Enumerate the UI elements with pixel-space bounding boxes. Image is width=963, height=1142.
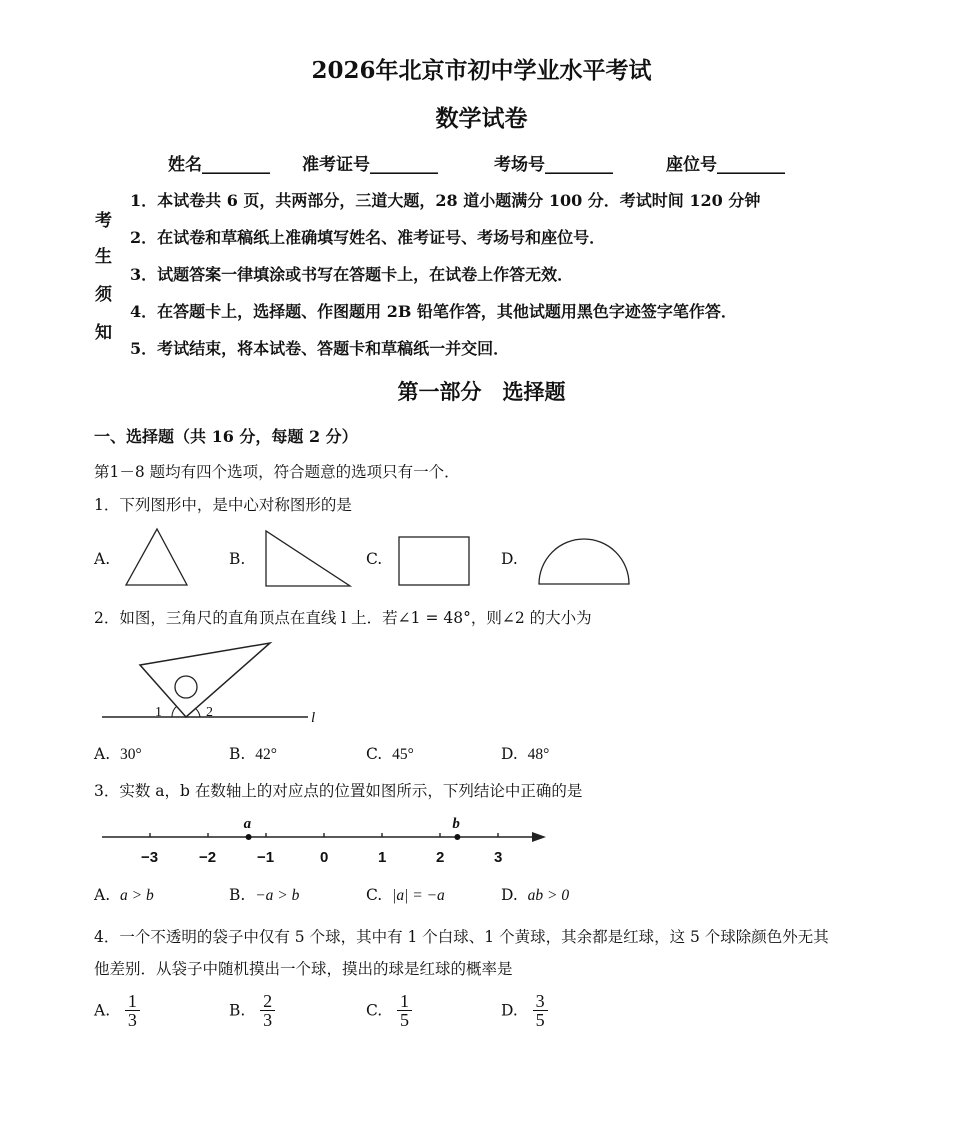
q1-option-c: C. — [366, 550, 383, 568]
fraction: $\frac{2}{3}$ — [260, 992, 275, 1029]
q4-option-c: C. $\frac{1}{5}$ — [366, 992, 412, 1029]
notice-label-4: 知 — [95, 323, 112, 343]
line-l-label: l — [311, 710, 316, 726]
point-b-label: b — [452, 816, 460, 832]
point-b — [454, 834, 460, 840]
part-heading: 第一部分 选择题 — [397, 379, 566, 404]
question-1-text: 1．下列图形中，是中心对称图形的是 — [94, 496, 352, 514]
angle-2-label: 2 — [206, 705, 213, 720]
fraction: $\frac{1}{3}$ — [125, 992, 140, 1029]
q3-option-b: B. −a > b — [229, 886, 300, 904]
q4-option-a: A. $\frac{1}{3}$ — [94, 992, 140, 1029]
axis-tick-label: 3 — [494, 849, 503, 866]
exam-id-field: 准考证号________ — [302, 155, 438, 175]
q1-option-a: A. — [94, 550, 111, 568]
axis-tick-label: 1 — [378, 849, 387, 866]
q4-option-d: D. $\frac{3}{5}$ — [501, 992, 548, 1029]
q2-option-a: A. 30° — [94, 745, 142, 763]
notice-label-2: 生 — [95, 247, 112, 267]
q1-option-b: B. — [229, 550, 246, 568]
seat-number-field: 座位号________ — [666, 155, 785, 175]
notice-item: 5．考试结束，将本试卷、答题卡和草稿纸一并交回． — [130, 339, 510, 358]
notice-label-1: 考 — [95, 211, 112, 231]
axis-tick-label: 2 — [436, 849, 445, 866]
axis-tick-label: −1 — [257, 849, 275, 866]
notice-item: 2．在试卷和草稿纸上准确填写姓名、准考证号、考场号和座位号． — [130, 228, 606, 247]
fraction: $\frac{1}{5}$ — [397, 992, 412, 1029]
axis-tick-label: 0 — [320, 849, 329, 866]
question-4-text-line1: 4．一个不透明的袋子中仅有 5 个球，其中有 1 个白球、1 个黄球，其余都是红球，这 5 个球除颜色外无其 — [94, 928, 829, 946]
point-a — [246, 834, 252, 840]
q3-option-a: A. a > b — [94, 886, 154, 904]
notice-item: 3．试题答案一律填涂或书写在答题卡上，在试卷上作答无效． — [130, 265, 574, 284]
q1-option-d: D. — [501, 550, 518, 568]
section-heading: 一、选择题（共 16 分，每题 2 分） — [94, 427, 358, 446]
q3-option-d: D. ab > 0 — [501, 886, 570, 904]
question-4-text-line2: 他差别．从袋子中随机摸出一个球，摸出的球是红球的概率是 — [94, 960, 513, 978]
notice-item: 1．本试卷共 6 页，共两部分，三道大题，28 道小题满分 100 分．考试时间 120 分钟 — [130, 191, 761, 210]
fraction: $\frac{3}{5}$ — [533, 992, 548, 1029]
question-3-text: 3．实数 a，b 在数轴上的对应点的位置如图所示，下列结论中正确的是 — [94, 782, 583, 800]
q2-option-d: D. 48° — [501, 745, 550, 763]
axis-tick-label: −2 — [199, 849, 217, 866]
exam-room-field: 考场号________ — [494, 155, 613, 175]
name-field: 姓名________ — [168, 155, 270, 175]
axis-arrow — [532, 832, 546, 842]
axis-tick-label: −3 — [141, 849, 159, 866]
q2-option-b: B. 42° — [229, 745, 277, 763]
point-a-label: a — [243, 816, 252, 832]
notice-label-3: 须 — [95, 285, 112, 305]
q4-option-b: B. $\frac{2}{3}$ — [229, 992, 275, 1029]
exam-subtitle: 数学试卷 — [435, 105, 528, 132]
q3-option-c: C. |a| = −a — [366, 886, 445, 904]
exam-title: 2026年北京市初中学业水平考试 — [311, 57, 652, 84]
question-2-text: 2．如图，三角尺的直角顶点在直线 l 上．若∠1 = 48°，则∠2 的大小为 — [94, 609, 592, 627]
notice-item: 4．在答题卡上，选择题、作图题用 2B 铅笔作答，其他试题用黑色字迹签字笔作答． — [130, 302, 737, 321]
angle-1-label: 1 — [155, 705, 162, 720]
q2-option-c: C. 45° — [366, 745, 414, 763]
section-intro: 第1－8 题均有四个选项，符合题意的选项只有一个． — [94, 463, 460, 481]
